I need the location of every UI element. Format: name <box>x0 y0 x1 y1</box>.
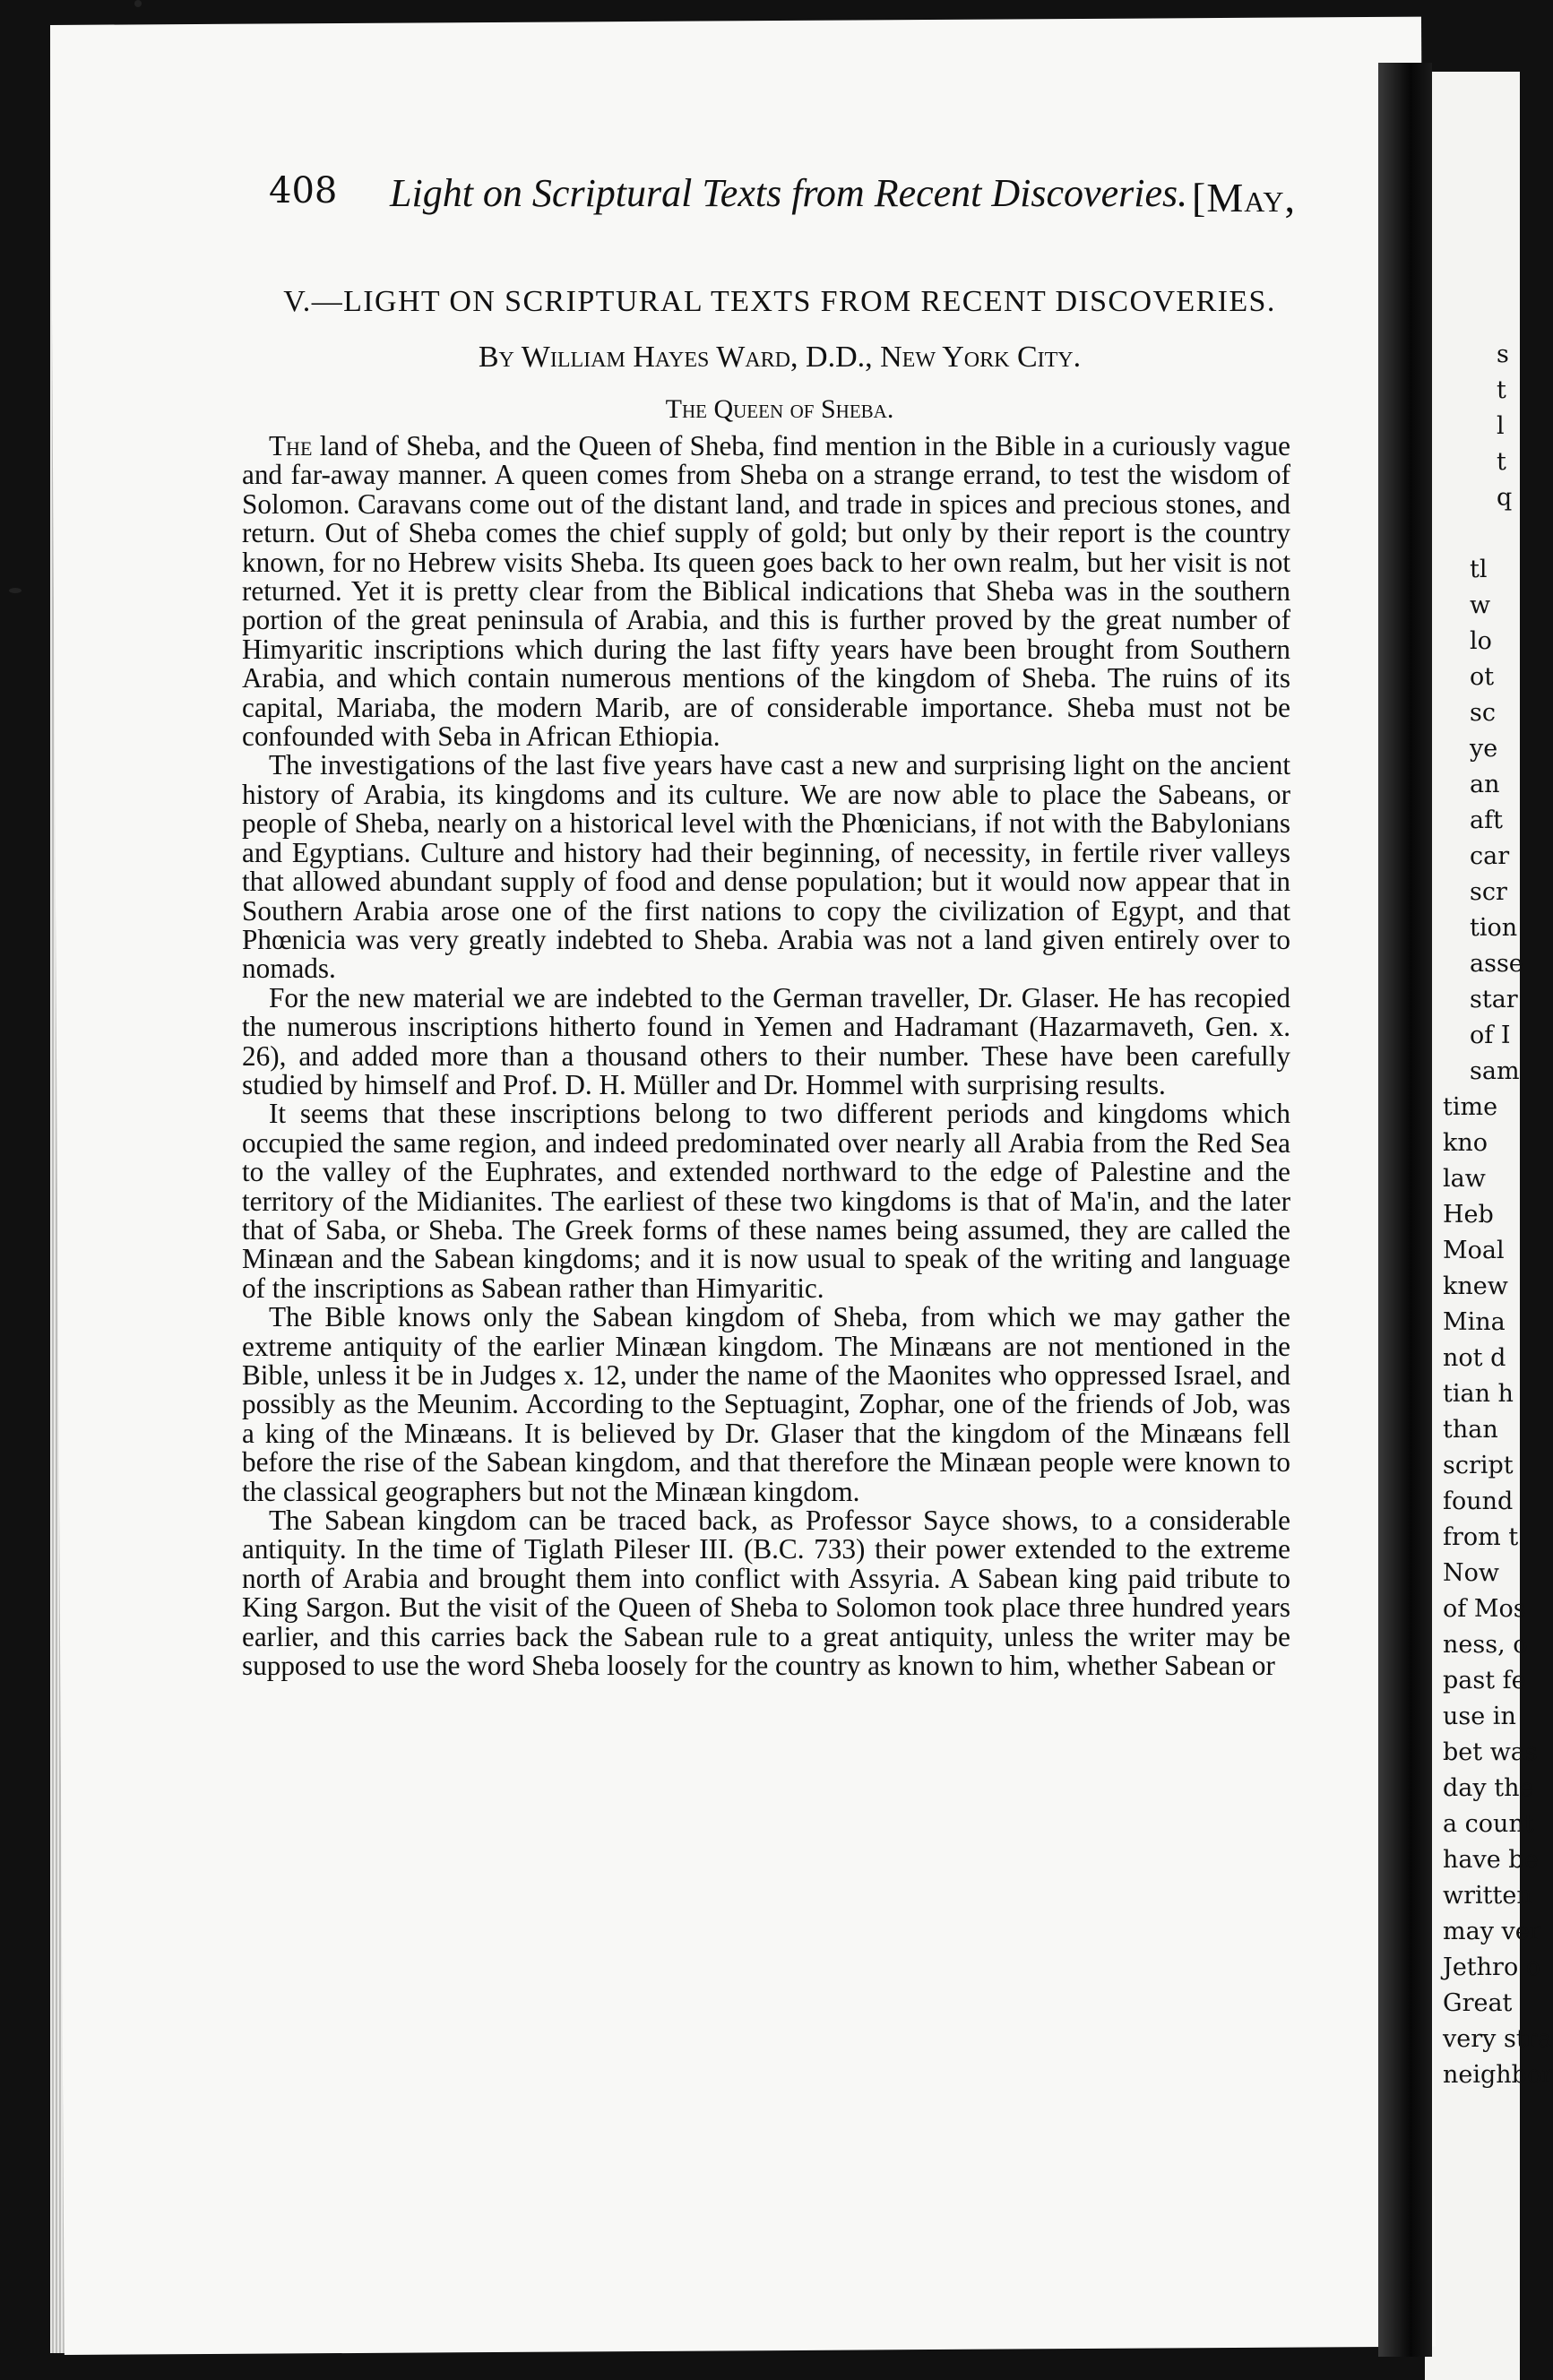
facing-text-fragment: ness, o <box>1443 1631 1528 1659</box>
facing-text-fragment: l <box>1497 412 1505 440</box>
facing-text-fragment: written <box>1443 1882 1532 1910</box>
facing-text-fragment: lo <box>1470 627 1492 655</box>
facing-text-fragment: ot <box>1470 663 1495 691</box>
facing-text-fragment: may ver <box>1443 1918 1541 1945</box>
article-body <box>242 432 1290 1680</box>
facing-text-fragment: aft <box>1470 806 1503 834</box>
facing-text-fragment: have be <box>1443 1846 1539 1874</box>
paragraph-text: It seems that these inscriptions belong to two different periods and kingdoms which occupied the same region, and indeed predominated over nearly all Arabia from the Red Sea to the valley of the Euphrates, and extended northward to the edge of Palestine and the territory of the Midianites. The earliest of these two kingdoms is that of Ma'in, and the later that of Saba, or Sheba. The Greek forms of these names being assumed, they are called the Minæan and the Sabean kingdoms; and it is now usual to speak of the writing and language of the inscriptions as Sabean rather than Himyaritic. <box>242 1098 1290 1304</box>
facing-text-fragment: an <box>1470 771 1500 798</box>
facing-text-fragment: law <box>1443 1165 1486 1193</box>
paragraph-text: For the new material we are indebted to the German traveller, Dr. Glaser. He has recopied the numerous inscriptions hitherto found in Yemen and Hadramant (Hazarmaveth, Gen. x. 26), and added more than a thousand others to their number. These have been carefully studied by himself and Prof. D. H. Müller and Dr. Hommel with surprising results. <box>242 981 1290 1100</box>
facing-text-fragment: t <box>1497 376 1506 404</box>
facing-text-fragment: kno <box>1443 1129 1488 1157</box>
paragraph <box>242 981 1290 1100</box>
facing-text-fragment: script <box>1443 1452 1514 1479</box>
facing-text-fragment: day the <box>1443 1774 1534 1802</box>
running-month: [May, <box>1192 175 1297 220</box>
page-number: 408 <box>269 170 338 211</box>
facing-text-fragment: w <box>1470 591 1491 619</box>
section-subhead: The Queen of Sheba. <box>665 394 894 424</box>
paragraph-text: The Bible knows only the Sabean kingdom of Sheba, from which we may gather the extreme antiquity of the earlier Minæan kingdom. The Minæans are not mentioned in the Bible, unless it be in Judges x. 12, under the name of the Maonites who oppressed Israel, and possibly as the Meunim. According to the Septuagint, Zophar, one of the friends of Job, was a king of the Minæans. It is believed by Dr. Glaser that the kingdom of the Minæans fell before the rise of the Sabean kingdom, and that therefore the Minæan people were known to the classical geographers but not the Minæan kingdom. <box>242 1301 1290 1507</box>
facing-text-fragment: star <box>1470 986 1518 1013</box>
paragraph <box>242 1506 1290 1680</box>
facing-text-fragment: Moal <box>1443 1237 1505 1264</box>
paragraph <box>242 751 1290 983</box>
facing-text-fragment: knew <box>1443 1272 1508 1300</box>
facing-text-fragment: Mina <box>1443 1308 1506 1336</box>
facing-text-fragment: sc <box>1470 699 1496 727</box>
facing-text-fragment: Great <box>1443 1989 1513 2017</box>
facing-text-fragment: Heb <box>1443 1201 1494 1229</box>
running-header <box>215 170 1317 224</box>
facing-text-fragment: bet was <box>1443 1738 1538 1766</box>
facing-text-fragment: s <box>1497 341 1509 368</box>
article-title: V.—LIGHT ON SCRIPTURAL TEXTS FROM RECENT DISCOVERIES. <box>283 285 1276 318</box>
facing-text-fragment: tion <box>1470 914 1518 942</box>
facing-text-fragment: Now <box>1443 1559 1499 1587</box>
facing-text-fragment: ye <box>1470 735 1498 763</box>
facing-text-fragment: neighbor <box>1443 2061 1553 2089</box>
facing-text-fragment: tl <box>1470 556 1488 583</box>
facing-text-fragment: time <box>1443 1093 1498 1121</box>
facing-text-fragment: from t <box>1443 1523 1519 1551</box>
paragraph <box>242 432 1290 751</box>
facing-text-fragment: past fe <box>1443 1667 1526 1694</box>
facing-text-fragment: than <box>1443 1416 1498 1444</box>
paragraph <box>242 1099 1290 1303</box>
facing-text-fragment: use in <box>1443 1703 1516 1730</box>
facing-text-fragment: asse <box>1470 950 1523 978</box>
book-gutter <box>1378 63 1432 2357</box>
facing-text-fragment: very stra <box>1443 2025 1552 2053</box>
facing-text-fragment: of I <box>1470 1022 1511 1049</box>
facing-text-fragment: scr <box>1470 878 1507 906</box>
paragraph <box>242 1303 1290 1506</box>
facing-text-fragment: t <box>1497 448 1506 476</box>
paragraph-text: The Sabean kingdom can be traced back, as Professor Sayce shows, to a considerable antiquity. In the time of Tiglath Pileser III. (B.C. 733) their power extended to the extreme north of Arabia and brought them into conflict with Assyria. A Sabean king paid tribute to King Sargon. But the visit of the Queen of Sheba to Solomon took place three hundred years earlier, and this carries back the Sabean rule to a great antiquity, unless the writer may be supposed to use the word Sheba loosely for the country as known to him, whether Sabean or <box>242 1505 1290 1682</box>
facing-page <box>1425 72 1553 2380</box>
facing-text-fragment: car <box>1470 842 1510 870</box>
facing-text-fragment: q <box>1497 484 1513 512</box>
facing-text-fragment: found <box>1443 1488 1514 1515</box>
facing-text-fragment: tian h <box>1443 1380 1514 1408</box>
running-title: Light on Scriptural Texts from Recent Discoveries. <box>390 171 1188 215</box>
paragraph-text: The investigations of the last five years have cast a new and surprising light on the ancient history of Arabia, its kingdoms and its culture. We are now able to place the Sabeans, or people of Sheba, nearly on a historical level with the Phœnicians, if not with the Babylonians and Egyptians. Culture and history had their beginning, of necessity, in fertile river valleys that allowed abundant supply of food and dense population; but it would now appear that in Southern Arabia arose one of the first nations to copy the civilization of Egypt, and that Phœnicia was very greatly indebted to Sheba. Arabia was not a land given entirely over to nomads. <box>242 749 1290 985</box>
facing-text-fragment: of Mos <box>1443 1595 1526 1623</box>
facing-text-fragment: Jethro o <box>1443 1953 1541 1981</box>
dust-speck <box>9 588 22 593</box>
paragraph-text: land of Sheba, and the Queen of Sheba, find mention in the Bible in a curiously vague and far-away manner. A queen comes from Sheba on a strange errand, to test the wisdom of Solomon. Caravans come out of the distant land, and trade in spices and precious stones, and return. Out of Sheba comes the chief supply of gold; but only by their report is the country known, for no Hebrew visits Sheba. Its queen goes back to her own realm, but her visit is not returned. Yet it is pretty clear from the Biblical indications that Sheba was in the southern portion of the great peninsula of Arabia, and this is further proved by the great number of Himyaritic inscriptions which during the last fifty years have been brought from Southern Arabia, and which contain numerous mentions of the kingdom of Sheba. The ruins of its capital, Mariaba, the modern Marib, are of considerable importance. Sheba must not be confounded with Seba in African Ethiopia. <box>242 430 1290 753</box>
facing-text-fragment: a count <box>1443 1810 1534 1838</box>
dust-speck <box>134 0 142 7</box>
facing-text-fragment: sam <box>1470 1057 1520 1085</box>
article-byline: By William Hayes Ward, D.D., New York City. <box>478 341 1082 374</box>
facing-text-fragment: not d <box>1443 1344 1506 1372</box>
paragraph-lead: The <box>269 430 313 461</box>
